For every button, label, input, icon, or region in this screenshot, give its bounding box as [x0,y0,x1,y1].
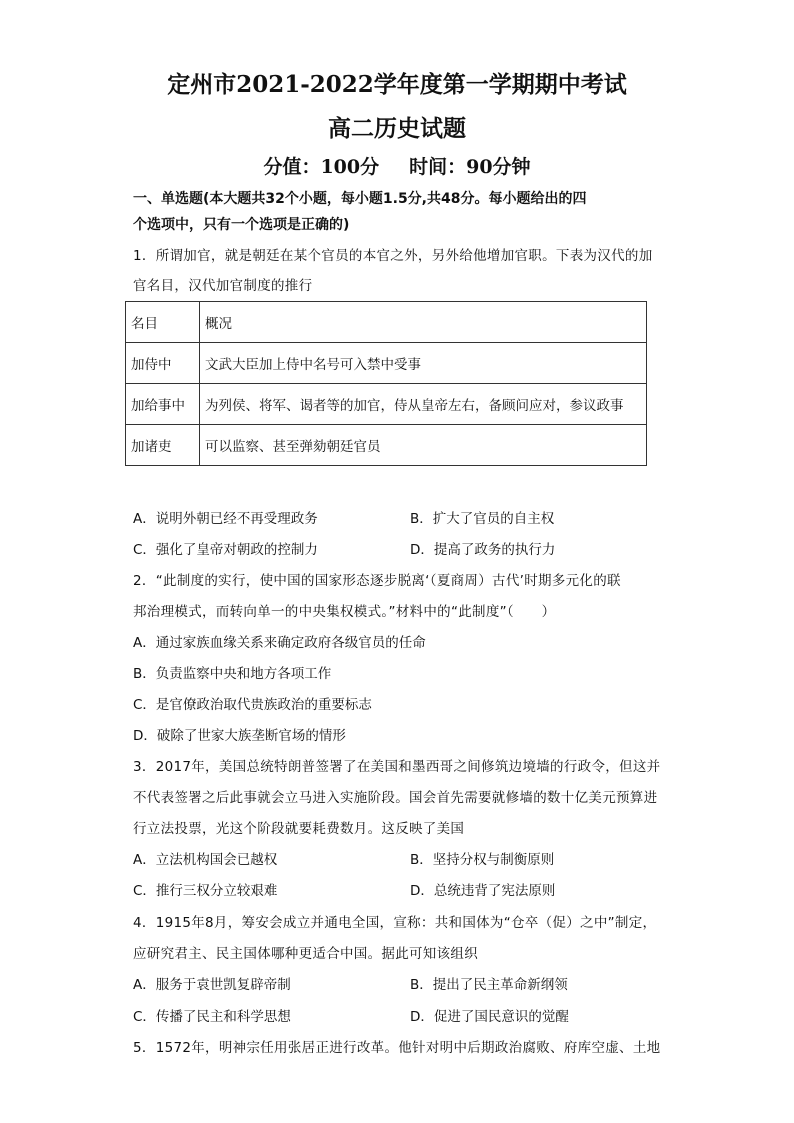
question-text: 不代表签署之后此事就会立马进入实施阶段。国会首先需要就修墙的数十亿美元预算进 [133,790,658,806]
section-heading-line: 一、单选题(本大题共32个小题，每小题1.5分,共48分。每小题给出的四 [133,191,587,207]
table-cell: 加给事中 [126,384,200,425]
option-c: C．是官僚政治取代贵族政治的重要标志 [133,697,372,713]
option-a: A．立法机构国会已越权 [133,852,278,868]
option-c: C．强化了皇帝对朝政的控制力 [133,542,318,558]
question-text: 3．2017年，美国总统特朗普签署了在美国和墨西哥之间修筑边境墙的行政令，但这并 [133,759,661,775]
section-heading [133,186,663,238]
option-c: C．推行三权分立较艰难 [133,883,278,899]
option-d: D．总统违背了宪法原则 [410,883,556,899]
option-b: B．负责监察中央和地方各项工作 [133,666,332,682]
table-row [126,425,647,466]
option-c: C．传播了民主和科学思想 [133,1009,291,1025]
question-text: 1．所谓加官，就是朝廷在某个官员的本官之外，另外给他增加官职。下表为汉代的加 [133,248,653,264]
option-b: B．坚持分权与制衡原则 [410,852,555,868]
table-row [126,343,647,384]
option-d: D．破除了世家大族垄断官场的情形 [133,728,346,744]
option-a: A．说明外朝已经不再受理政务 [133,511,318,527]
question-text: 应研究君主、民主国体哪种更适合中国。据此可知该组织 [133,946,478,962]
table-cell: 加侍中 [126,343,200,384]
question-text: 4．1915年8月，筹安会成立并通电全国，宣称：共和国体为“仓卒（促）之中”制定， [133,915,657,931]
exam-subtitle: 高二历史试题 [328,115,466,142]
option-d: D．促进了国民意识的觉醒 [410,1009,569,1025]
section-heading-line: 个选项中，只有一个选项是正确的) [133,217,350,233]
exam-info [0,152,794,179]
table-cell: 可以监察、甚至弹劾朝廷官员 [200,425,647,466]
office-table [125,301,647,466]
option-a: A．通过家族血缘关系来确定政府各级官员的任命 [133,635,426,651]
question-text: 5．1572年，明神宗任用张居正进行改革。他针对明中后期政治腐败、府库空虚、土地 [133,1040,661,1056]
time-label: 时间：90分钟 [409,156,531,178]
table-header-row [126,302,647,343]
exam-title: 定州市2021-2022学年度第一学期期中考试 [167,71,627,98]
option-a: A．服务于袁世凯复辟帝制 [133,977,291,993]
question-text: 2．“此制度的实行，使中国的国家形态逐步脱离‘（夏商周）古代’时期多元化的联 [133,573,621,589]
option-b: B．扩大了官员的自主权 [410,511,555,527]
question-text: 行立法投票，光这个阶段就要耗费数月。这反映了美国 [133,821,465,837]
option-d: D．提高了政务的执行力 [410,542,556,558]
table-header-cell: 概况 [200,302,647,343]
question-text: 官名目，汉代加官制度的推行 [133,278,313,294]
table-header-cell: 名目 [126,302,200,343]
score-label: 分值：100分 [263,156,380,178]
table-cell: 加诸吏 [126,425,200,466]
table-row [126,384,647,425]
option-b: B．提出了民主革命新纲领 [410,977,568,993]
table-cell: 文武大臣加上侍中名号可入禁中受事 [200,343,647,384]
table-cell: 为列侯、将军、谒者等的加官，侍从皇帝左右，备顾问应对，参议政事 [200,384,647,425]
question-text: 邦治理模式，而转向单一的中央集权模式。”材料中的“此制度”（ ） [133,604,556,620]
